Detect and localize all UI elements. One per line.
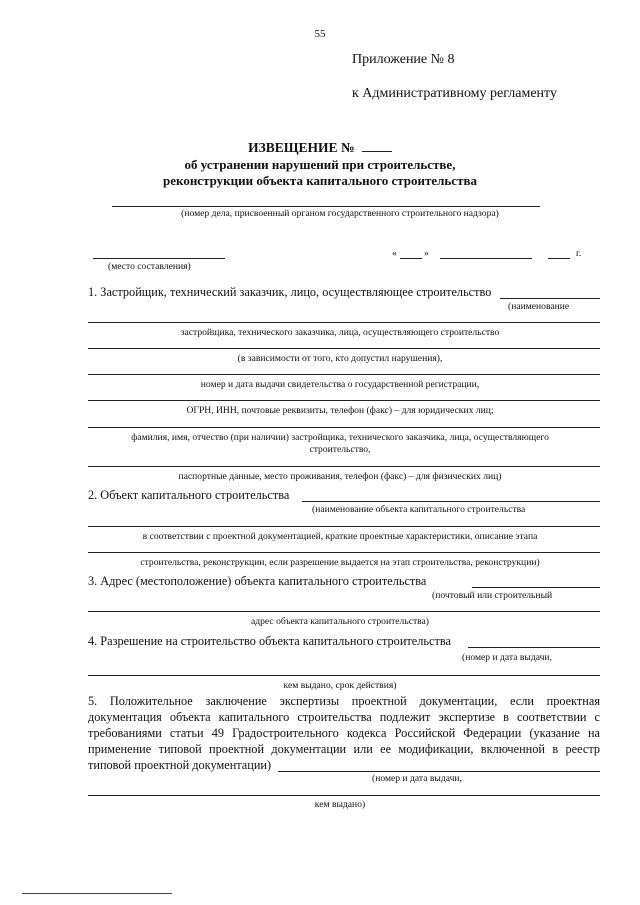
section1-line-6 xyxy=(88,466,600,467)
section4-line-1 xyxy=(88,675,600,676)
section5-caption-0: (номер и дата выдачи, xyxy=(372,773,462,784)
section3-caption-1: адрес объекта капитального строительства) xyxy=(250,616,430,627)
title-number-blank xyxy=(362,141,392,152)
section2-line-1 xyxy=(88,526,600,527)
date-year-suffix: г. xyxy=(576,248,582,259)
section1-heading: 1. Застройщик, технический заказчик, лицо, осуществляющее строительство xyxy=(88,285,492,299)
section1-caption-1: застройщика, технического заказчика, лица, осуществляющего строительство xyxy=(180,327,500,338)
date-quote-open: « xyxy=(392,248,397,259)
section5-line-1: документация объекта капитального строительства подлежит экспертизе в соответствии с xyxy=(88,710,600,724)
section3-caption-0: (почтовый или строительный xyxy=(432,590,553,601)
date-day-line xyxy=(400,258,422,259)
document-title xyxy=(0,140,640,156)
place-caption: (место составления) xyxy=(108,261,191,272)
section5-line-a xyxy=(278,771,600,772)
place-line xyxy=(93,258,225,259)
case-number-line xyxy=(112,206,540,207)
section3-line-0 xyxy=(472,587,600,588)
section1-caption-7: паспортные данные, место проживания, телефон (факс) – для физических лиц) xyxy=(178,471,502,482)
section4-heading: 4. Разрешение на строительство объекта капитального строительства xyxy=(88,634,451,648)
section5-paragraph xyxy=(88,693,600,773)
section1-line-3 xyxy=(88,374,600,375)
section5-line-b xyxy=(88,795,600,796)
appendix-number: Приложение № 8 xyxy=(352,52,455,67)
section4-caption-1: кем выдано, срок действия) xyxy=(283,680,397,691)
date-quote-close: » xyxy=(424,248,429,259)
section2-caption-0: (наименование объекта капитального строительства xyxy=(312,504,526,515)
section1-caption-3: номер и дата выдачи свидетельства о государственной регистрации, xyxy=(200,379,480,390)
section2-caption-2: строительства, реконструкции, если разрешение выдается на этап строительства, реконструкции) xyxy=(140,557,540,568)
page-number: 55 xyxy=(314,28,326,40)
section1-caption-6: строительство, xyxy=(309,444,371,455)
section1-line-4 xyxy=(88,400,600,401)
section1-line-0 xyxy=(500,298,600,299)
section4-line-0 xyxy=(468,647,600,648)
section5-line-4: типовой проектной документации) xyxy=(88,758,272,772)
section1-line-2 xyxy=(88,348,600,349)
section2-line-2 xyxy=(88,552,600,553)
section1-caption-2: (в зависимости от того, кто допустил нарушения), xyxy=(237,353,443,364)
section1-line-5 xyxy=(88,427,600,428)
section5-line-0: 5. Положительное заключение экспертизы проектной документации, если проектная xyxy=(88,694,600,708)
section1-caption-5: фамилия, имя, отчество (при наличии) застройщика, технического заказчика, лица, осуществляющего xyxy=(131,432,549,443)
section5-caption-1: кем выдано) xyxy=(314,799,366,810)
appendix-reference: к Административному регламенту xyxy=(352,86,557,101)
section1-line-1 xyxy=(88,322,600,323)
section2-line-0 xyxy=(302,501,600,502)
title-line-3: реконструкции объекта капитального строительства xyxy=(163,173,477,188)
title-heading: ИЗВЕЩЕНИЕ № xyxy=(248,140,355,155)
section3-line-1 xyxy=(88,611,600,612)
date-year-line xyxy=(548,258,570,259)
footnote-separator xyxy=(22,893,172,894)
section3-heading: 3. Адрес (местоположение) объекта капитального строительства xyxy=(88,574,427,588)
section1-caption-0: (наименование xyxy=(508,301,570,312)
case-number-caption: (номер дела, присвоенный органом государственного строительного надзора) xyxy=(181,208,499,219)
section5-line-3: применение типовой проектной документации или ее модификации, включенной в реестр xyxy=(88,742,600,756)
section4-caption-0: (номер и дата выдачи, xyxy=(462,652,552,663)
section5-line-2: требованиями статьи 49 Градостроительного кодекса Российской Федерации (указание на xyxy=(88,726,600,740)
section2-heading: 2. Объект капитального строительства xyxy=(88,488,290,502)
section2-caption-1: в соответствии с проектной документацией, краткие проектные характеристики, описание этапа xyxy=(142,531,538,542)
date-month-line xyxy=(440,258,532,259)
section1-caption-4: ОГРН, ИНН, почтовые реквизиты, телефон (факс) – для юридических лиц; xyxy=(186,405,494,416)
title-line-2: об устранении нарушений при строительстве, xyxy=(184,157,456,172)
